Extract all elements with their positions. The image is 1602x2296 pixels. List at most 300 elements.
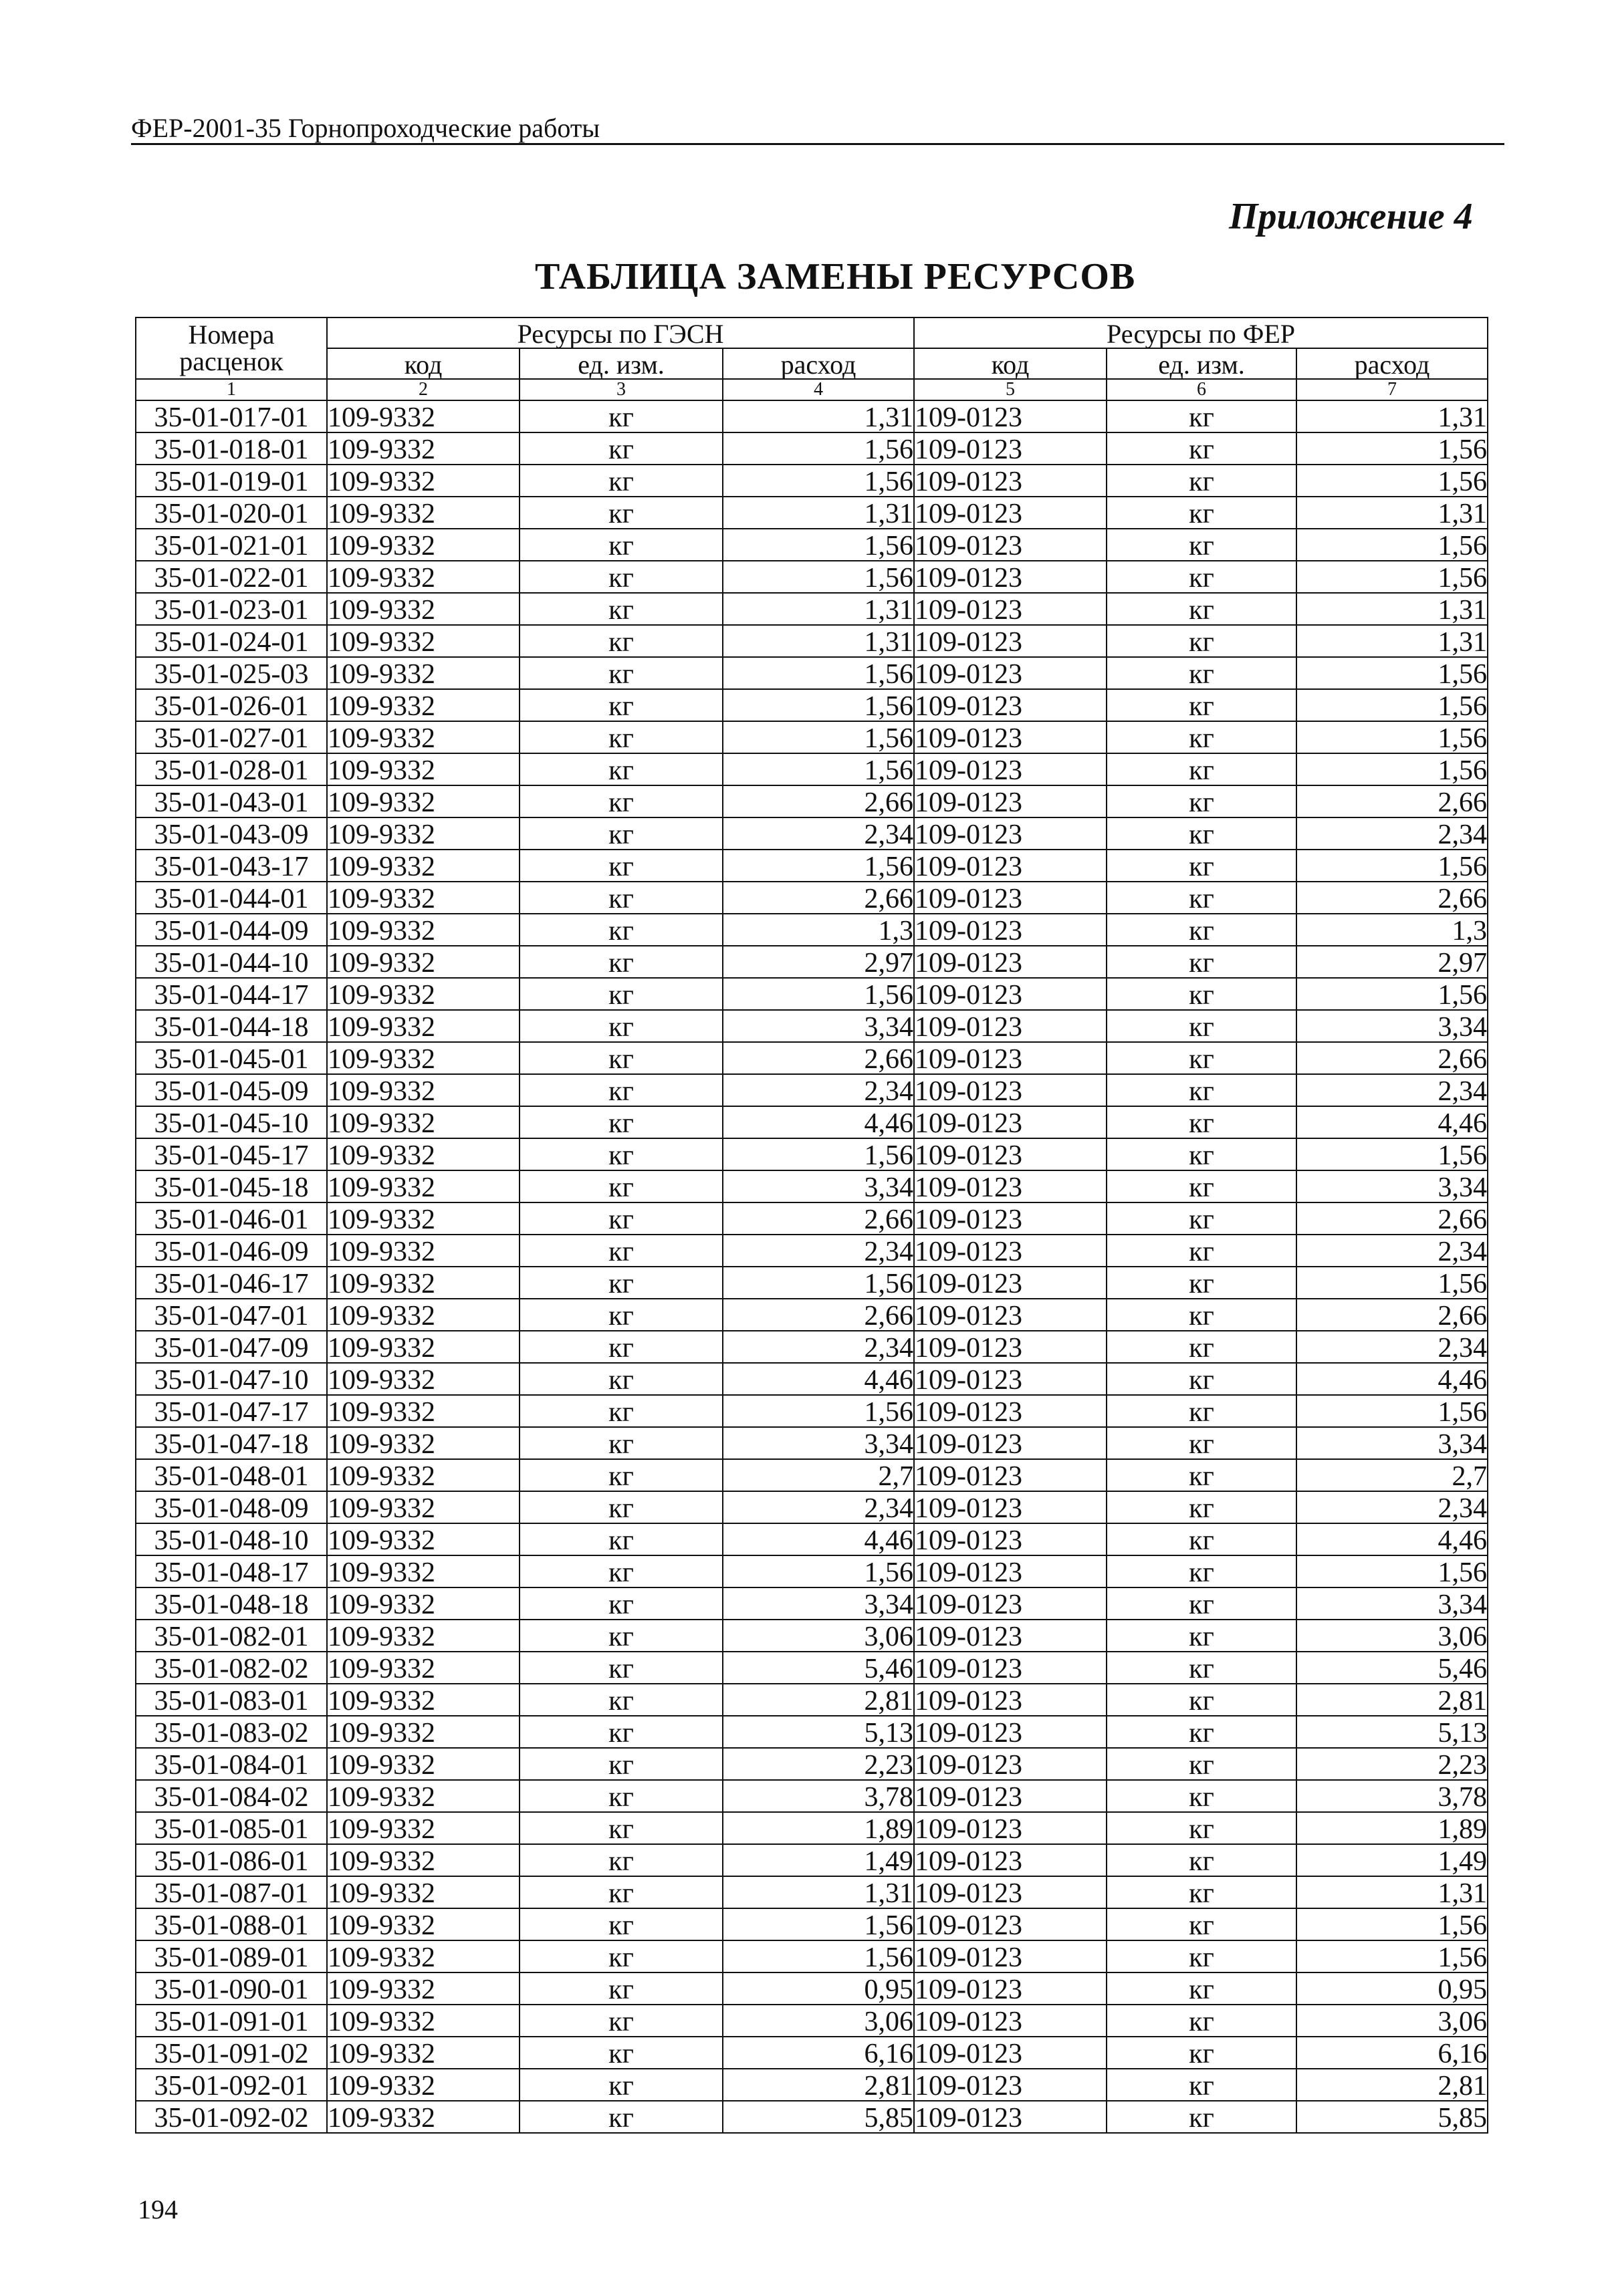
fer-unit-cell: кг <box>1107 1748 1296 1780</box>
ges-qty-cell: 4,46 <box>723 1106 914 1138</box>
fer-code-cell: 109-0123 <box>914 657 1107 689</box>
rate-number: 35-01-023-01 <box>136 593 327 625</box>
table-row <box>136 432 1488 465</box>
fer-code-cell: 109-0123 <box>914 1363 1107 1395</box>
ges-code-cell: 109-9332 <box>327 529 520 561</box>
fer-code-cell: 109-0123 <box>914 2037 1107 2069</box>
table-row <box>136 882 1488 914</box>
fer-qty-cell: 1,56 <box>1296 721 1488 753</box>
fer-unit-cell: кг <box>1107 1876 1296 1908</box>
ges-qty-cell: 1,31 <box>723 497 914 529</box>
fer-code-cell: 109-0123 <box>914 1908 1107 1940</box>
fer-code-cell: 109-0123 <box>914 850 1107 882</box>
page-number: 194 <box>138 2194 178 2224</box>
fer-qty-cell: 2,7 <box>1296 1459 1488 1491</box>
rate-number: 35-01-047-09 <box>136 1331 327 1363</box>
table-row <box>136 1555 1488 1587</box>
fer-unit-cell: кг <box>1107 465 1296 497</box>
ges-qty-cell: 1,56 <box>723 1395 914 1427</box>
ges-qty-cell: 1,56 <box>723 1555 914 1587</box>
rate-number: 35-01-045-17 <box>136 1138 327 1170</box>
table-row <box>136 2037 1488 2069</box>
ges-code-cell: 109-9332 <box>327 1459 520 1491</box>
ges-unit-cell: кг <box>520 1844 723 1876</box>
table-row <box>136 1940 1488 1972</box>
fer-unit-cell: кг <box>1107 914 1296 946</box>
fer-unit-cell: кг <box>1107 1491 1296 1523</box>
fer-qty-cell: 1,56 <box>1296 1908 1488 1940</box>
rate-number: 35-01-044-09 <box>136 914 327 946</box>
fer-qty-cell: 2,81 <box>1296 1684 1488 1716</box>
ges-code-cell: 109-9332 <box>327 1652 520 1684</box>
fer-code-cell: 109-0123 <box>914 432 1107 465</box>
table-row <box>136 1042 1488 1074</box>
fer-code-cell: 109-0123 <box>914 497 1107 529</box>
table-row <box>136 1523 1488 1555</box>
table-row <box>136 1395 1488 1427</box>
ges-qty-cell: 2,34 <box>723 817 914 850</box>
fer-qty-cell: 1,3 <box>1296 914 1488 946</box>
fer-code-cell: 109-0123 <box>914 1042 1107 1074</box>
fer-code-cell: 109-0123 <box>914 1684 1107 1716</box>
ges-code-cell: 109-9332 <box>327 817 520 850</box>
fer-unit-cell: кг <box>1107 2069 1296 2101</box>
fer-unit-cell: кг <box>1107 850 1296 882</box>
ges-code-cell: 109-9332 <box>327 400 520 432</box>
fer-unit-cell: кг <box>1107 1555 1296 1587</box>
fer-qty-cell: 2,34 <box>1296 1331 1488 1363</box>
rate-number: 35-01-047-18 <box>136 1427 327 1459</box>
fer-qty-cell: 1,56 <box>1296 753 1488 785</box>
ges-unit-cell: кг <box>520 657 723 689</box>
ges-code-cell: 109-9332 <box>327 1972 520 2005</box>
fer-code-cell: 109-0123 <box>914 1331 1107 1363</box>
col-numbers-header: Номера расценок <box>136 317 327 379</box>
ges-qty-cell: 3,34 <box>723 1170 914 1202</box>
fer-unit-cell: кг <box>1107 753 1296 785</box>
table-row <box>136 1716 1488 1748</box>
table-row <box>136 625 1488 657</box>
fer-unit-cell: кг <box>1107 2005 1296 2037</box>
fer-qty-cell: 3,34 <box>1296 1010 1488 1042</box>
table-row <box>136 1267 1488 1299</box>
ges-unit-cell: кг <box>520 1523 723 1555</box>
ges-qty-cell: 1,56 <box>723 689 914 721</box>
ges-unit-cell: кг <box>520 1395 723 1427</box>
fer-qty-cell: 1,56 <box>1296 850 1488 882</box>
fer-unit-cell: кг <box>1107 1716 1296 1748</box>
fer-code-cell: 109-0123 <box>914 1106 1107 1138</box>
rate-number: 35-01-046-17 <box>136 1267 327 1299</box>
fer-code-cell: 109-0123 <box>914 1780 1107 1812</box>
rate-number: 35-01-045-09 <box>136 1074 327 1106</box>
rate-number: 35-01-020-01 <box>136 497 327 529</box>
table-row <box>136 593 1488 625</box>
table-row <box>136 914 1488 946</box>
fer-code-cell: 109-0123 <box>914 721 1107 753</box>
ges-code-cell: 109-9332 <box>327 1395 520 1427</box>
fer-code-cell: 109-0123 <box>914 1235 1107 1267</box>
rate-number: 35-01-045-10 <box>136 1106 327 1138</box>
ges-code-cell: 109-9332 <box>327 1940 520 1972</box>
ges-code-cell: 109-9332 <box>327 882 520 914</box>
ges-code-cell: 109-9332 <box>327 1908 520 1940</box>
ges-unit-cell: кг <box>520 1908 723 1940</box>
table-row <box>136 1491 1488 1523</box>
ges-code-cell: 109-9332 <box>327 914 520 946</box>
ges-qty-cell: 1,56 <box>723 465 914 497</box>
fer-unit-cell: кг <box>1107 1459 1296 1491</box>
ges-unit-cell: кг <box>520 1138 723 1170</box>
ges-unit-cell: кг <box>520 432 723 465</box>
ges-code-cell: 109-9332 <box>327 1235 520 1267</box>
table-row <box>136 1844 1488 1876</box>
ges-unit-cell: кг <box>520 1074 723 1106</box>
ges-qty-cell: 2,34 <box>723 1331 914 1363</box>
fer-code-cell: 109-0123 <box>914 1652 1107 1684</box>
ges-unit-cell: кг <box>520 850 723 882</box>
fer-code-cell: 109-0123 <box>914 465 1107 497</box>
rate-number: 35-01-048-09 <box>136 1491 327 1523</box>
ges-code-cell: 109-9332 <box>327 561 520 593</box>
ges-code-cell: 109-9332 <box>327 1010 520 1042</box>
fer-qty-cell: 1,56 <box>1296 432 1488 465</box>
ges-qty-cell: 2,81 <box>723 2069 914 2101</box>
fer-qty-cell: 2,23 <box>1296 1748 1488 1780</box>
ges-qty-cell: 2,23 <box>723 1748 914 1780</box>
fer-unit-cell: кг <box>1107 1940 1296 1972</box>
ges-code-cell: 109-9332 <box>327 497 520 529</box>
fer-unit-cell: кг <box>1107 561 1296 593</box>
rate-number: 35-01-043-09 <box>136 817 327 850</box>
ges-unit-cell: кг <box>520 817 723 850</box>
ges-qty-cell: 1,56 <box>723 850 914 882</box>
fer-unit-cell: кг <box>1107 625 1296 657</box>
ges-unit-cell: кг <box>520 625 723 657</box>
ges-unit-cell: кг <box>520 1716 723 1748</box>
ges-code-cell: 109-9332 <box>327 1267 520 1299</box>
ges-qty-cell: 1,31 <box>723 593 914 625</box>
fer-unit-cell: кг <box>1107 1780 1296 1812</box>
ges-qty-cell: 3,06 <box>723 1620 914 1652</box>
ges-qty-cell: 1,31 <box>723 400 914 432</box>
ges-qty-cell: 2,97 <box>723 946 914 978</box>
fer-unit-cell: кг <box>1107 2037 1296 2069</box>
ges-code-cell: 109-9332 <box>327 1876 520 1908</box>
column-number: 6 <box>1107 379 1296 400</box>
table-row <box>136 400 1488 432</box>
ges-code-cell: 109-9332 <box>327 625 520 657</box>
fer-qty-cell: 4,46 <box>1296 1363 1488 1395</box>
rate-number: 35-01-043-01 <box>136 785 327 817</box>
fer-code-cell: 109-0123 <box>914 2005 1107 2037</box>
rate-number: 35-01-022-01 <box>136 561 327 593</box>
fer-code-cell: 109-0123 <box>914 882 1107 914</box>
fer-qty-cell: 0,95 <box>1296 1972 1488 2005</box>
ges-qty-cell: 1,31 <box>723 1876 914 1908</box>
ges-code-cell: 109-9332 <box>327 1812 520 1844</box>
table-row <box>136 1170 1488 1202</box>
rate-number: 35-01-044-01 <box>136 882 327 914</box>
ges-qty-cell: 1,31 <box>723 625 914 657</box>
fer-unit-cell: кг <box>1107 529 1296 561</box>
fer-unit-cell: кг <box>1107 1106 1296 1138</box>
fer-unit-cell: кг <box>1107 785 1296 817</box>
ges-unit-cell: кг <box>520 2005 723 2037</box>
fer-code-cell: 109-0123 <box>914 689 1107 721</box>
fer-code-cell: 109-0123 <box>914 400 1107 432</box>
table-row <box>136 1972 1488 2005</box>
fer-qty-cell: 3,78 <box>1296 1780 1488 1812</box>
table-row <box>136 1459 1488 1491</box>
running-header: ФЕР-2001-35 Горнопроходческие работы <box>131 113 600 143</box>
table-row <box>136 1812 1488 1844</box>
column-number: 2 <box>327 379 520 400</box>
ges-unit-cell: кг <box>520 1299 723 1331</box>
page-title: ТАБЛИЦА ЗАМЕНЫ РЕСУРСОВ <box>535 256 1136 297</box>
ges-qty-cell: 1,56 <box>723 657 914 689</box>
fer-unit-cell: кг <box>1107 1170 1296 1202</box>
rate-number: 35-01-043-17 <box>136 850 327 882</box>
fer-qty-cell: 1,56 <box>1296 465 1488 497</box>
rate-number: 35-01-089-01 <box>136 1940 327 1972</box>
rate-number: 35-01-090-01 <box>136 1972 327 2005</box>
fer-qty-cell: 1,56 <box>1296 1395 1488 1427</box>
fer-qty-cell: 2,34 <box>1296 1074 1488 1106</box>
fer-code-cell: 109-0123 <box>914 1267 1107 1299</box>
ges-unit-cell: кг <box>520 1940 723 1972</box>
ges-code-cell: 109-9332 <box>327 1138 520 1170</box>
table-row <box>136 946 1488 978</box>
table-row <box>136 1908 1488 1940</box>
table-row <box>136 1202 1488 1235</box>
ges-unit-header: ед. изм. <box>520 348 723 379</box>
rate-number: 35-01-046-01 <box>136 1202 327 1235</box>
ges-code-cell: 109-9332 <box>327 946 520 978</box>
ges-unit-cell: кг <box>520 1267 723 1299</box>
fer-qty-cell: 2,66 <box>1296 1042 1488 1074</box>
table-row <box>136 2069 1488 2101</box>
fer-unit-cell: кг <box>1107 1042 1296 1074</box>
fer-code-cell: 109-0123 <box>914 978 1107 1010</box>
table-row <box>136 785 1488 817</box>
ges-code-cell: 109-9332 <box>327 593 520 625</box>
ges-qty-cell: 2,81 <box>723 1684 914 1716</box>
fer-qty-cell: 1,56 <box>1296 689 1488 721</box>
fer-unit-cell: кг <box>1107 1331 1296 1363</box>
ges-qty-cell: 0,95 <box>723 1972 914 2005</box>
fer-unit-cell: кг <box>1107 882 1296 914</box>
ges-qty-cell: 3,34 <box>723 1427 914 1459</box>
fer-qty-header: расход <box>1296 348 1488 379</box>
ges-qty-cell: 2,66 <box>723 1299 914 1331</box>
ges-code-cell: 109-9332 <box>327 465 520 497</box>
fer-unit-cell: кг <box>1107 689 1296 721</box>
fer-qty-cell: 1,31 <box>1296 497 1488 529</box>
column-number: 3 <box>520 379 723 400</box>
table-row <box>136 850 1488 882</box>
table-row <box>136 1074 1488 1106</box>
ges-code-header: код <box>327 348 520 379</box>
fer-unit-cell: кг <box>1107 1908 1296 1940</box>
fer-qty-cell: 5,46 <box>1296 1652 1488 1684</box>
fer-unit-cell: кг <box>1107 657 1296 689</box>
ges-code-cell: 109-9332 <box>327 1427 520 1459</box>
column-number: 4 <box>723 379 914 400</box>
ges-qty-cell: 3,78 <box>723 1780 914 1812</box>
ges-code-cell: 109-9332 <box>327 2037 520 2069</box>
fer-unit-cell: кг <box>1107 1138 1296 1170</box>
ges-code-cell: 109-9332 <box>327 2069 520 2101</box>
ges-qty-cell: 1,89 <box>723 1812 914 1844</box>
table-row <box>136 1652 1488 1684</box>
ges-qty-cell: 6,16 <box>723 2037 914 2069</box>
fer-qty-cell: 2,97 <box>1296 946 1488 978</box>
fer-unit-cell: кг <box>1107 2101 1296 2133</box>
ges-code-cell: 109-9332 <box>327 1042 520 1074</box>
fer-unit-cell: кг <box>1107 1235 1296 1267</box>
fer-unit-cell: кг <box>1107 1395 1296 1427</box>
ges-code-cell: 109-9332 <box>327 850 520 882</box>
ges-unit-cell: кг <box>520 561 723 593</box>
fer-unit-cell: кг <box>1107 1587 1296 1620</box>
fer-qty-cell: 4,46 <box>1296 1106 1488 1138</box>
ges-code-cell: 109-9332 <box>327 721 520 753</box>
ges-code-cell: 109-9332 <box>327 1074 520 1106</box>
fer-unit-cell: кг <box>1107 1620 1296 1652</box>
ges-code-cell: 109-9332 <box>327 1780 520 1812</box>
fer-code-cell: 109-0123 <box>914 1876 1107 1908</box>
fer-unit-cell: кг <box>1107 497 1296 529</box>
fer-qty-cell: 2,66 <box>1296 1299 1488 1331</box>
rate-number: 35-01-092-02 <box>136 2101 327 2133</box>
fer-code-cell: 109-0123 <box>914 1202 1107 1235</box>
column-number: 7 <box>1296 379 1488 400</box>
fer-code-cell: 109-0123 <box>914 2069 1107 2101</box>
table-row <box>136 1748 1488 1780</box>
rate-number: 35-01-019-01 <box>136 465 327 497</box>
fer-unit-cell: кг <box>1107 432 1296 465</box>
fer-qty-cell: 1,56 <box>1296 978 1488 1010</box>
ges-unit-cell: кг <box>520 1202 723 1235</box>
fer-unit-cell: кг <box>1107 1202 1296 1235</box>
fer-code-cell: 109-0123 <box>914 1972 1107 2005</box>
ges-code-cell: 109-9332 <box>327 1748 520 1780</box>
ges-qty-cell: 1,56 <box>723 1138 914 1170</box>
table-row <box>136 817 1488 850</box>
ges-qty-cell: 1,56 <box>723 978 914 1010</box>
rate-number: 35-01-048-17 <box>136 1555 327 1587</box>
fer-qty-cell: 2,34 <box>1296 817 1488 850</box>
rate-number: 35-01-017-01 <box>136 400 327 432</box>
ges-qty-cell: 2,66 <box>723 882 914 914</box>
rate-number: 35-01-026-01 <box>136 689 327 721</box>
table-body <box>136 400 1488 2133</box>
ges-qty-cell: 3,34 <box>723 1010 914 1042</box>
fer-code-cell: 109-0123 <box>914 1459 1107 1491</box>
fer-qty-cell: 2,66 <box>1296 785 1488 817</box>
ges-unit-cell: кг <box>520 1748 723 1780</box>
fer-code-cell: 109-0123 <box>914 1812 1107 1844</box>
table-row <box>136 1010 1488 1042</box>
ges-code-cell: 109-9332 <box>327 1202 520 1235</box>
ges-unit-cell: кг <box>520 1812 723 1844</box>
rate-number: 35-01-027-01 <box>136 721 327 753</box>
rate-number: 35-01-085-01 <box>136 1812 327 1844</box>
ges-unit-cell: кг <box>520 1876 723 1908</box>
ges-qty-cell: 1,56 <box>723 1908 914 1940</box>
rate-number: 35-01-082-01 <box>136 1620 327 1652</box>
fer-unit-header: ед. изм. <box>1107 348 1296 379</box>
column-number: 1 <box>136 379 327 400</box>
ges-qty-cell: 1,49 <box>723 1844 914 1876</box>
ges-unit-cell: кг <box>520 1555 723 1587</box>
fer-unit-cell: кг <box>1107 1684 1296 1716</box>
ges-unit-cell: кг <box>520 400 723 432</box>
rate-number: 35-01-018-01 <box>136 432 327 465</box>
ges-unit-cell: кг <box>520 689 723 721</box>
ges-qty-cell: 2,34 <box>723 1074 914 1106</box>
fer-qty-cell: 1,89 <box>1296 1812 1488 1844</box>
ges-qty-cell: 5,46 <box>723 1652 914 1684</box>
fer-qty-cell: 3,34 <box>1296 1427 1488 1459</box>
fer-unit-cell: кг <box>1107 1299 1296 1331</box>
ges-unit-cell: кг <box>520 1459 723 1491</box>
ges-qty-cell: 2,34 <box>723 1235 914 1267</box>
fer-code-cell: 109-0123 <box>914 1138 1107 1170</box>
fer-qty-cell: 2,66 <box>1296 882 1488 914</box>
table-row <box>136 1363 1488 1395</box>
rate-number: 35-01-091-01 <box>136 2005 327 2037</box>
fer-code-cell: 109-0123 <box>914 1844 1107 1876</box>
fer-qty-cell: 6,16 <box>1296 2037 1488 2069</box>
fer-qty-cell: 1,56 <box>1296 529 1488 561</box>
ges-unit-cell: кг <box>520 914 723 946</box>
ges-code-cell: 109-9332 <box>327 1331 520 1363</box>
ges-code-cell: 109-9332 <box>327 2005 520 2037</box>
ges-qty-cell: 4,46 <box>723 1363 914 1395</box>
table-row <box>136 529 1488 561</box>
fer-unit-cell: кг <box>1107 1267 1296 1299</box>
ges-unit-cell: кг <box>520 2037 723 2069</box>
ges-unit-cell: кг <box>520 2069 723 2101</box>
fer-code-cell: 109-0123 <box>914 914 1107 946</box>
ges-unit-cell: кг <box>520 1235 723 1267</box>
table-row <box>136 1876 1488 1908</box>
fer-qty-cell: 3,06 <box>1296 1620 1488 1652</box>
rate-number: 35-01-048-18 <box>136 1587 327 1620</box>
table-row <box>136 1620 1488 1652</box>
fer-qty-cell: 3,34 <box>1296 1170 1488 1202</box>
fer-qty-cell: 1,31 <box>1296 1876 1488 1908</box>
rate-number: 35-01-044-18 <box>136 1010 327 1042</box>
fer-qty-cell: 2,34 <box>1296 1491 1488 1523</box>
fer-code-cell: 109-0123 <box>914 1620 1107 1652</box>
fer-unit-cell: кг <box>1107 1652 1296 1684</box>
column-number: 5 <box>914 379 1107 400</box>
fer-code-cell: 109-0123 <box>914 1555 1107 1587</box>
fer-code-cell: 109-0123 <box>914 1940 1107 1972</box>
rate-number: 35-01-048-01 <box>136 1459 327 1491</box>
ges-unit-cell: кг <box>520 753 723 785</box>
table-row <box>136 753 1488 785</box>
rate-number: 35-01-024-01 <box>136 625 327 657</box>
fer-unit-cell: кг <box>1107 978 1296 1010</box>
fer-unit-cell: кг <box>1107 1363 1296 1395</box>
fer-unit-cell: кг <box>1107 1074 1296 1106</box>
ges-unit-cell: кг <box>520 1106 723 1138</box>
ges-qty-cell: 1,56 <box>723 721 914 753</box>
